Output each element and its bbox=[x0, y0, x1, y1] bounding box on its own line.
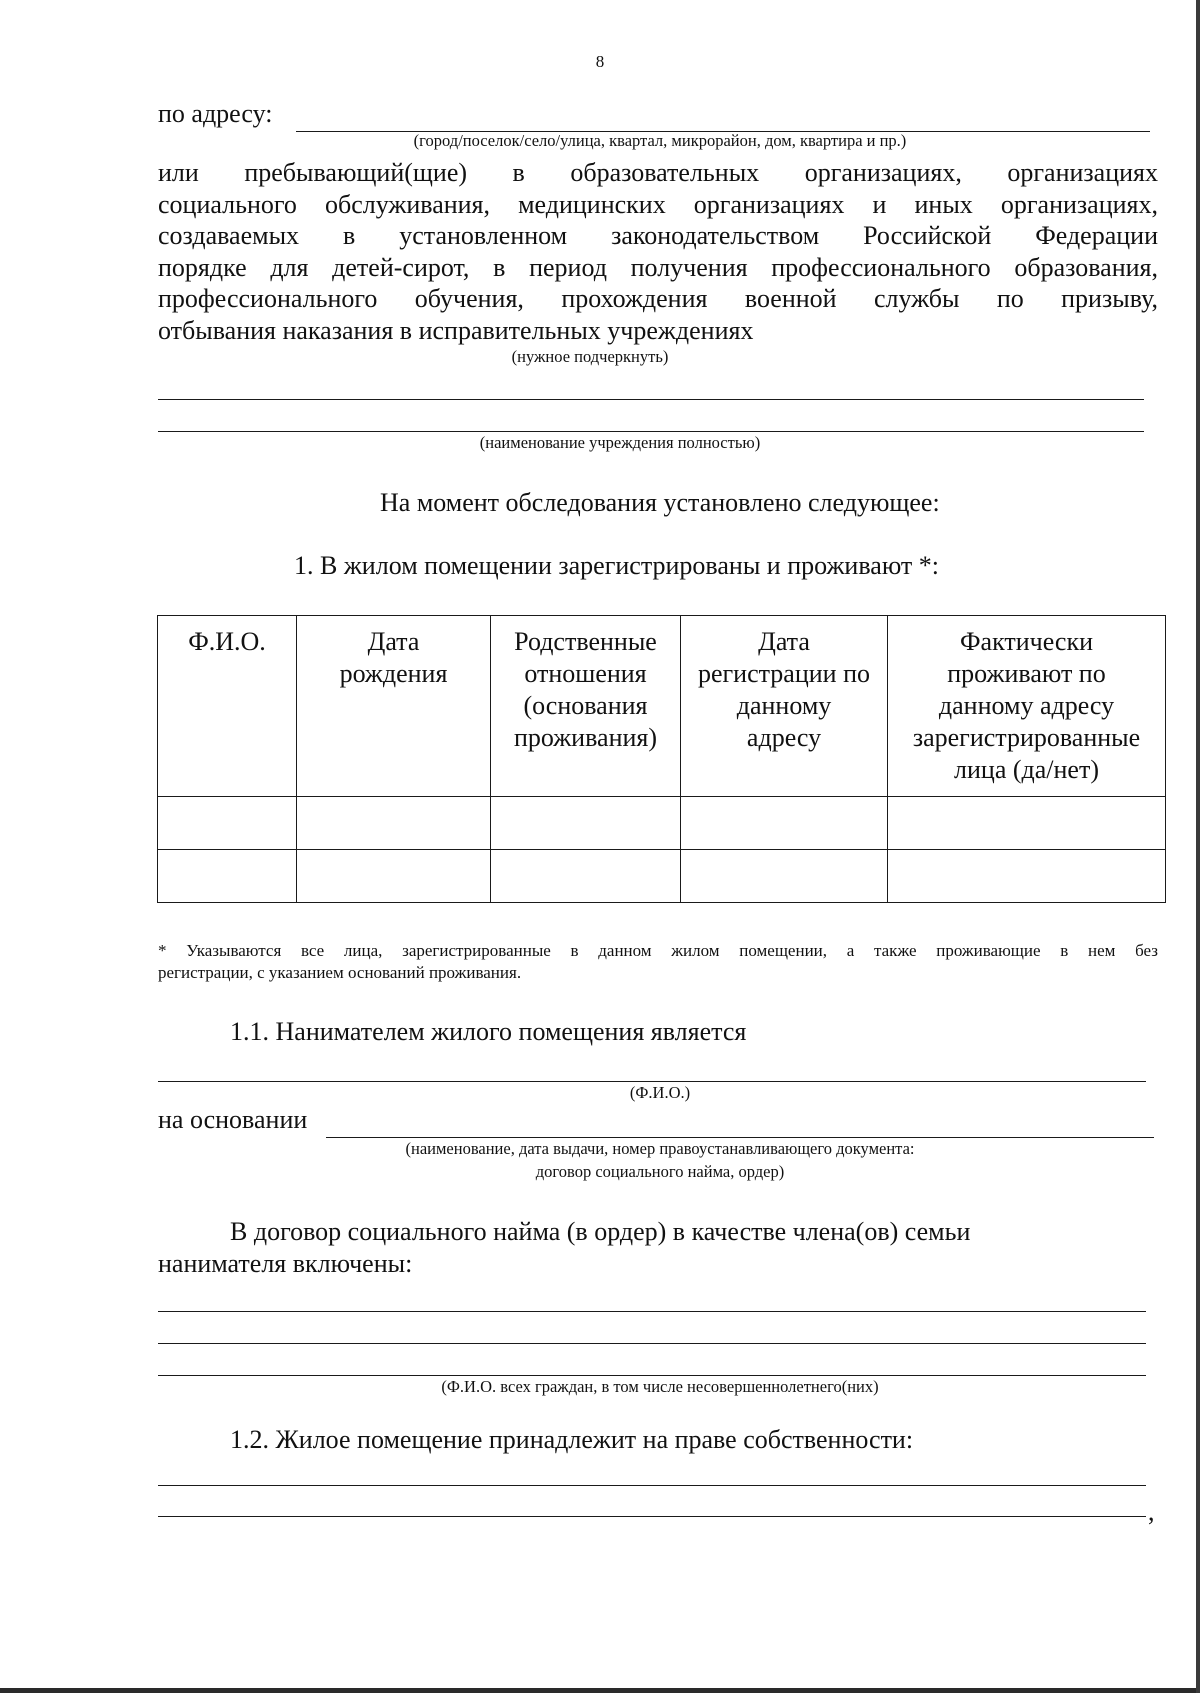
header-line: проживания) bbox=[513, 723, 658, 752]
stay-line: создаваемых в установленном законодательством Российской Федерации bbox=[158, 221, 1158, 250]
section1-heading: 1. В жилом помещении зарегистрированы и проживают *: bbox=[294, 551, 939, 580]
stay-line: порядке для детей-сирот, в период получения профессионального образования, bbox=[158, 252, 1158, 282]
address-caption: (город/поселок/село/улица, квартал, микрорайон, дом, квартира и пр.) bbox=[413, 131, 907, 150]
tenant-fio-line[interactable] bbox=[158, 1081, 1146, 1082]
header-line: Фактически bbox=[960, 627, 1093, 656]
header-line: лица (да/нет) bbox=[954, 755, 1099, 784]
header-line: регистрации по bbox=[697, 659, 871, 688]
table-cell[interactable] bbox=[297, 797, 491, 850]
underline-hint: (нужное подчеркнуть) bbox=[511, 347, 669, 366]
family-line-1: В договор социального найма (в ордер) в качестве члена(ов) семьи bbox=[230, 1217, 971, 1246]
address-label: по адресу: bbox=[158, 99, 273, 128]
table-row bbox=[158, 850, 1166, 903]
section1-1-heading: 1.1. Нанимателем жилого помещения является bbox=[230, 1017, 747, 1046]
table-row bbox=[158, 797, 1166, 850]
stay-line: отбывания наказания в исправительных учреждениях bbox=[158, 315, 754, 345]
header-line: Дата bbox=[758, 627, 810, 656]
header-line: проживают по bbox=[947, 659, 1106, 688]
table-cell[interactable] bbox=[491, 797, 681, 850]
column-header-fio bbox=[158, 616, 297, 797]
ownership-field-line[interactable] bbox=[158, 1485, 1146, 1486]
stay-line: профессионального обучения, прохождения военной службы по призыву, bbox=[158, 284, 1158, 313]
family-field-line[interactable] bbox=[158, 1375, 1146, 1376]
column-header-relationship bbox=[491, 616, 681, 797]
family-line-2: нанимателя включены: bbox=[158, 1249, 413, 1278]
table-cell[interactable] bbox=[158, 797, 297, 850]
registered-residents-table bbox=[157, 615, 1166, 903]
header-line: отношения bbox=[524, 659, 647, 688]
family-caption: (Ф.И.О. всех граждан, в том числе несовершеннолетнего(них) bbox=[441, 1377, 879, 1396]
column-header-registration-date bbox=[681, 616, 888, 797]
header-line: данному bbox=[736, 691, 832, 720]
footnote-line: регистрации, с указанием оснований проживания. bbox=[158, 963, 522, 982]
stay-paragraph bbox=[158, 157, 1158, 346]
header-line: Ф.И.О. bbox=[188, 627, 266, 656]
header-line: рождения bbox=[339, 659, 448, 688]
scan-edge-right bbox=[1196, 0, 1200, 1693]
header-line: данному адресу bbox=[938, 691, 1115, 720]
section1-2-heading: 1.2. Жилое помещение принадлежит на праве собственности: bbox=[230, 1425, 914, 1454]
table-header-row bbox=[158, 616, 1166, 797]
page-number: 8 bbox=[595, 52, 605, 71]
institution-field-line[interactable] bbox=[158, 399, 1144, 400]
footnote-line: * Указываются все лица, зарегистрированные в данном жилом помещении, а также проживающие в нем без bbox=[158, 941, 1158, 960]
table-cell[interactable] bbox=[158, 850, 297, 903]
scan-edge-bottom bbox=[0, 1688, 1200, 1693]
stay-line: социального обслуживания, медицинских организациях и иных организациях, bbox=[158, 189, 1158, 219]
basis-label: на основании bbox=[158, 1105, 308, 1134]
survey-heading: На момент обследования установлено следующее: bbox=[380, 488, 940, 517]
table-cell[interactable] bbox=[491, 850, 681, 903]
footnote bbox=[158, 940, 1158, 984]
table-cell[interactable] bbox=[888, 850, 1166, 903]
header-line: Дата bbox=[367, 627, 420, 656]
institution-caption: (наименование учреждения полностью) bbox=[479, 433, 761, 452]
family-field-line[interactable] bbox=[158, 1343, 1146, 1344]
tenant-fio-caption: (Ф.И.О.) bbox=[629, 1083, 691, 1102]
ownership-field-line[interactable] bbox=[158, 1516, 1146, 1517]
family-field-line[interactable] bbox=[158, 1311, 1146, 1312]
column-header-actually-living bbox=[888, 616, 1166, 797]
basis-caption-2: договор социального найма, ордер) bbox=[535, 1162, 785, 1181]
header-line: (основания bbox=[523, 691, 648, 720]
table-cell[interactable] bbox=[681, 797, 888, 850]
table-cell[interactable] bbox=[681, 850, 888, 903]
trailing-comma: , bbox=[1148, 1497, 1155, 1526]
basis-field-line[interactable] bbox=[326, 1137, 1154, 1138]
column-header-birth-date bbox=[297, 616, 491, 797]
table-cell[interactable] bbox=[888, 797, 1166, 850]
institution-field-line[interactable] bbox=[158, 431, 1144, 432]
stay-line: или пребывающий(щие) в образовательных организациях, организациях bbox=[158, 158, 1158, 187]
header-line: зарегистрированные bbox=[912, 723, 1141, 752]
basis-caption-1: (наименование, дата выдачи, номер правоустанавливающего документа: bbox=[405, 1139, 915, 1158]
header-line: Родственные bbox=[514, 627, 657, 656]
table-cell[interactable] bbox=[297, 850, 491, 903]
header-line: адресу bbox=[746, 723, 822, 752]
